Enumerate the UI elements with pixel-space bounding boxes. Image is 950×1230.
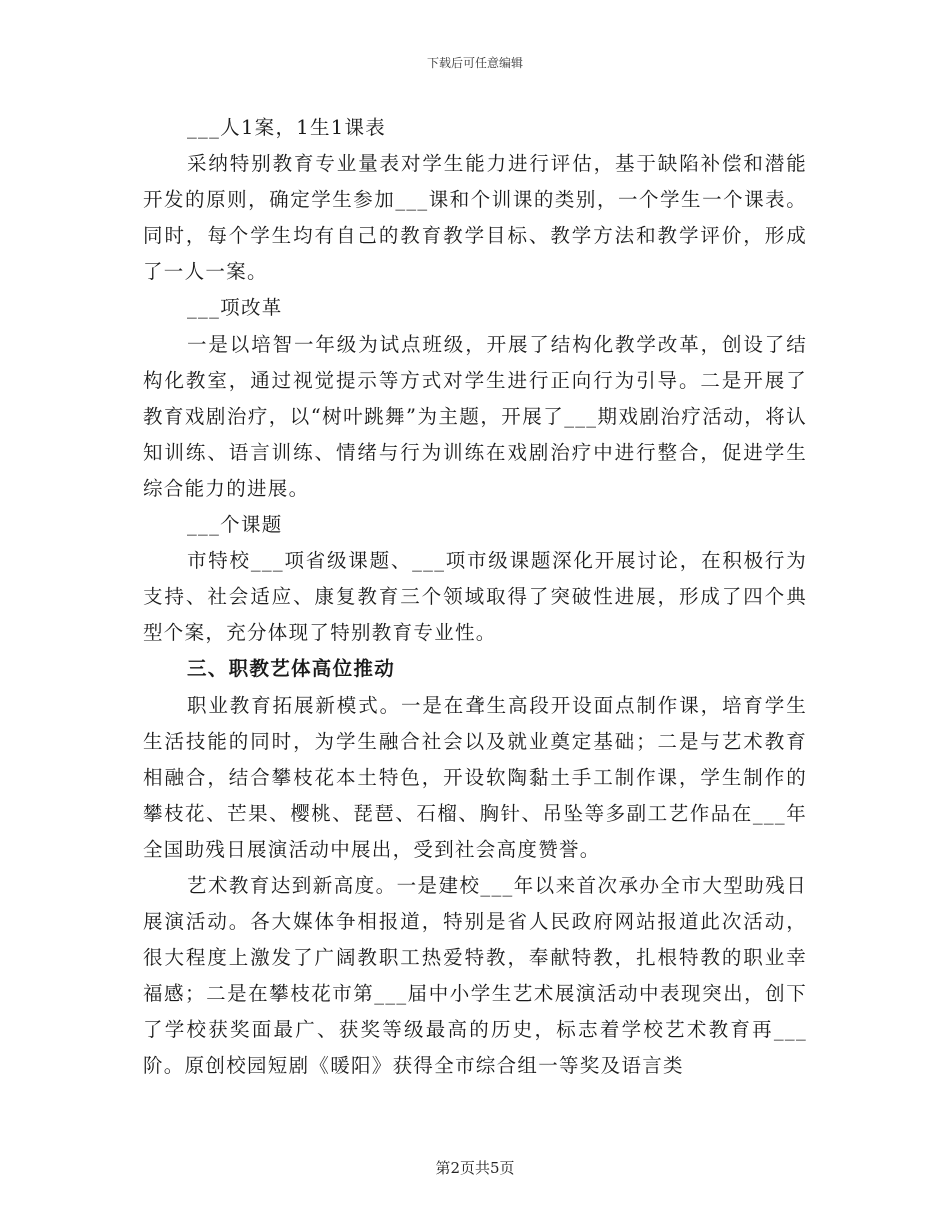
subheading-topics: ___个课题 (187, 513, 283, 537)
body-paragraph: 市特校___项省级课题、___项市级课题深化开展讨论，在积极行为支持、社会适应、康复教育三个领域取得了突破性进展，形成了四个典型个案，充分体现了特别教育专业性。 (143, 549, 807, 645)
subheading-students: ___人1案，1生1课表 (187, 116, 387, 139)
section-heading: 三、职教艺体高位推动 (187, 657, 396, 681)
document-body (143, 110, 807, 1085)
body-paragraph: 采纳特别教育专业量表对学生能力进行评估，基于缺陷补偿和潜能开发的原则，确定学生参加___课和个训课的类别，一个学生一个课表。同时，每个学生均有自己的教育教学目标、教学方法和教学评价，形成了一人一案。 (143, 152, 807, 284)
page-header: 下载后可任意编辑 (426, 56, 523, 70)
body-paragraph: 职业教育拓展新模式。一是在聋生高段开设面点制作课，培育学生生活技能的同时，为学生融合社会以及就业奠定基础；二是与艺术教育相融合，结合攀枝花本土特色，开设软陶黏土手工制作课，学生制作的攀枝花、芒果、樱桃、琵琶、石榴、胸针、吊坠等多副工艺作品在___年全国助残日展演活动中展出，受到社会高度赞誉。 (143, 693, 807, 861)
body-paragraph: 一是以培智一年级为试点班级，开展了结构化教学改革，创设了结构化教室，通过视觉提示等方式对学生进行正向行为引导。二是开展了教育戏剧治疗，以“树叶跳舞”为主题，开展了___期戏剧治疗活动，将认知训练、语言训练、情绪与行为训练在戏剧治疗中进行整合，促进学生综合能力的进展。 (143, 332, 807, 500)
body-paragraph: 艺术教育达到新高度。一是建校___年以来首次承办全市大型助残日展演活动。各大媒体争相报道，特别是省人民政府网站报道此次活动，很大程度上激发了广阔教职工热爱特教，奉献特教，扎根特教的职业幸福感；二是在攀枝花市第___届中小学生艺术展演活动中表现突出，创下了学校获奖面最广、获奖等级最高的历史，标志着学校艺术教育再___阶。原创校园短剧《暖阳》获得全市综合组一等奖及语言类 (143, 873, 807, 1078)
subheading-reform: ___项改革 (187, 296, 283, 320)
page-footer: 第2页共5页 (435, 1159, 515, 1177)
